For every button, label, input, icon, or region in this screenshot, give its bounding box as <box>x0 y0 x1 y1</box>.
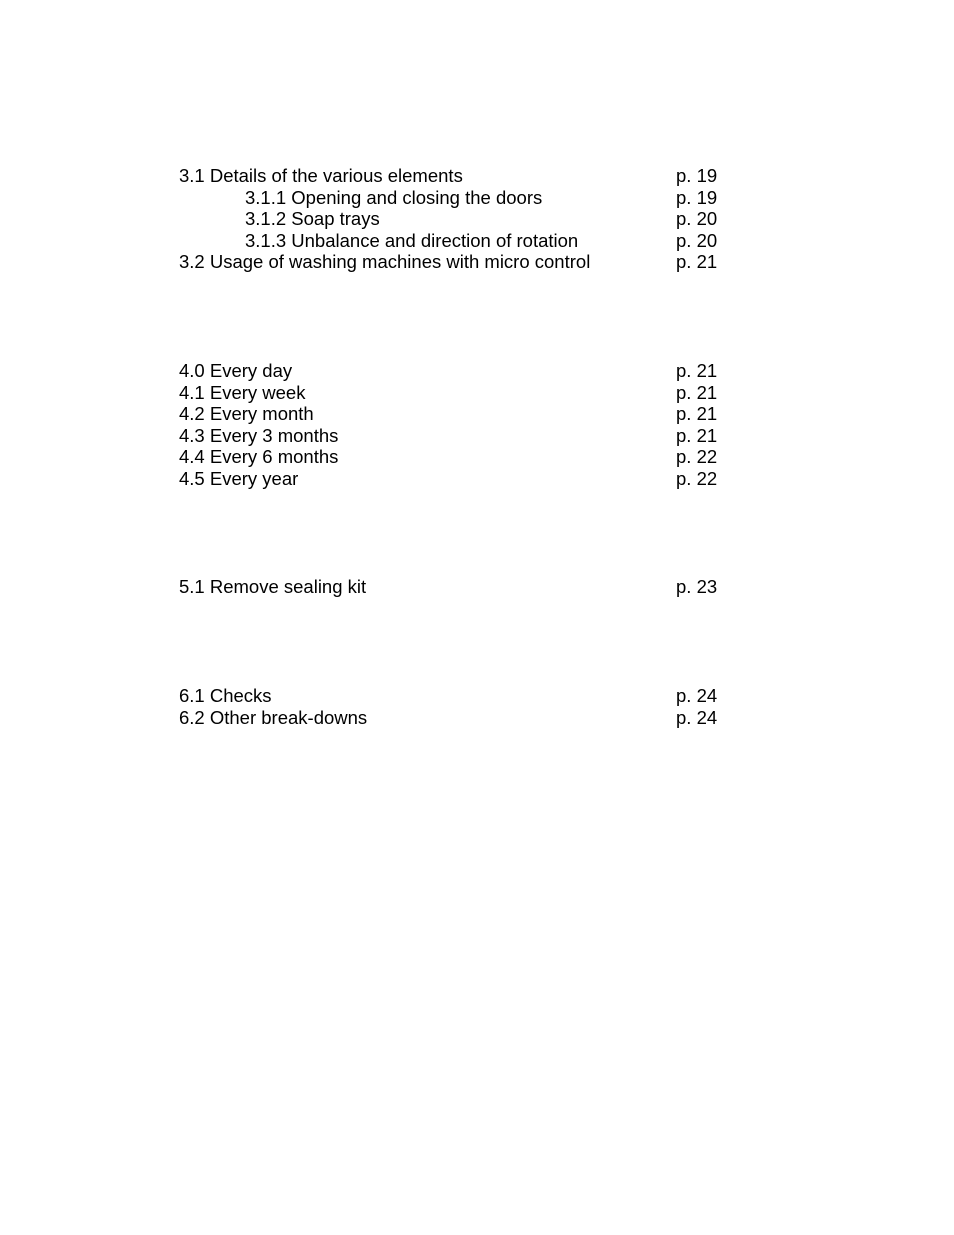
toc-entry-3-1 <box>179 165 739 187</box>
toc-entry-title: 4.0 Every day <box>179 360 293 381</box>
toc-entry-page: p. 19 <box>676 165 718 186</box>
toc-entry-title: 3.1 Details of the various elements <box>179 165 463 186</box>
toc-entry-4-0 <box>179 360 739 382</box>
toc-entry-title: 4.4 Every 6 months <box>179 446 339 467</box>
toc-entry-title: 6.1 Checks <box>179 685 272 706</box>
toc-entry-4-3 <box>179 425 739 447</box>
toc-entry-3-2 <box>179 251 739 273</box>
toc-group-section-3 <box>179 165 739 273</box>
toc-entry-4-5 <box>179 468 739 490</box>
toc-group-section-6 <box>179 685 739 728</box>
toc-entry-5-1 <box>179 576 739 598</box>
toc-entry-title: 3.1.1 Opening and closing the doors <box>245 186 543 208</box>
toc-entry-title: 3.1.2 Soap trays <box>245 208 380 229</box>
toc-entry-title: 4.1 Every week <box>179 381 306 403</box>
toc-entry-3-1-3 <box>179 230 739 252</box>
toc-entry-page: p. 24 <box>676 706 718 728</box>
toc-entry-title: 4.2 Every month <box>179 403 314 424</box>
toc-entry-title: 3.2 Usage of washing machines with micro control <box>179 251 591 272</box>
toc-entry-page: p. 22 <box>676 446 718 467</box>
toc-entry-page: p. 21 <box>676 251 718 272</box>
toc-entry-page: p. 21 <box>676 381 718 403</box>
toc-entry-title: 4.3 Every 3 months <box>179 424 339 446</box>
toc-entry-4-1 <box>179 382 739 404</box>
toc-entry-page: p. 24 <box>676 685 718 706</box>
toc-entry-page: p. 20 <box>676 229 718 251</box>
toc-entry-6-2 <box>179 707 739 729</box>
toc-group-section-4 <box>179 360 739 489</box>
toc-entry-4-4 <box>179 446 739 468</box>
toc-entry-6-1 <box>179 685 739 707</box>
toc-entry-3-1-2 <box>179 208 739 230</box>
toc-entry-title: 4.5 Every year <box>179 467 299 489</box>
toc-entry-page: p. 20 <box>676 208 718 229</box>
toc-entry-page: p. 21 <box>676 360 718 381</box>
toc-entry-page: p. 21 <box>676 424 718 446</box>
toc-entry-page: p. 21 <box>676 403 718 424</box>
toc-group-section-5 <box>179 576 739 598</box>
toc-entry-title: 5.1 Remove sealing kit <box>179 576 367 597</box>
toc-entry-4-2 <box>179 403 739 425</box>
toc-entry-page: p. 23 <box>676 576 718 597</box>
toc-entry-3-1-1 <box>179 187 739 209</box>
toc-entry-title: 6.2 Other break-downs <box>179 706 368 728</box>
toc-entry-page: p. 19 <box>676 186 718 208</box>
toc-entry-title: 3.1.3 Unbalance and direction of rotation <box>245 229 579 251</box>
toc-entry-page: p. 22 <box>676 467 718 489</box>
